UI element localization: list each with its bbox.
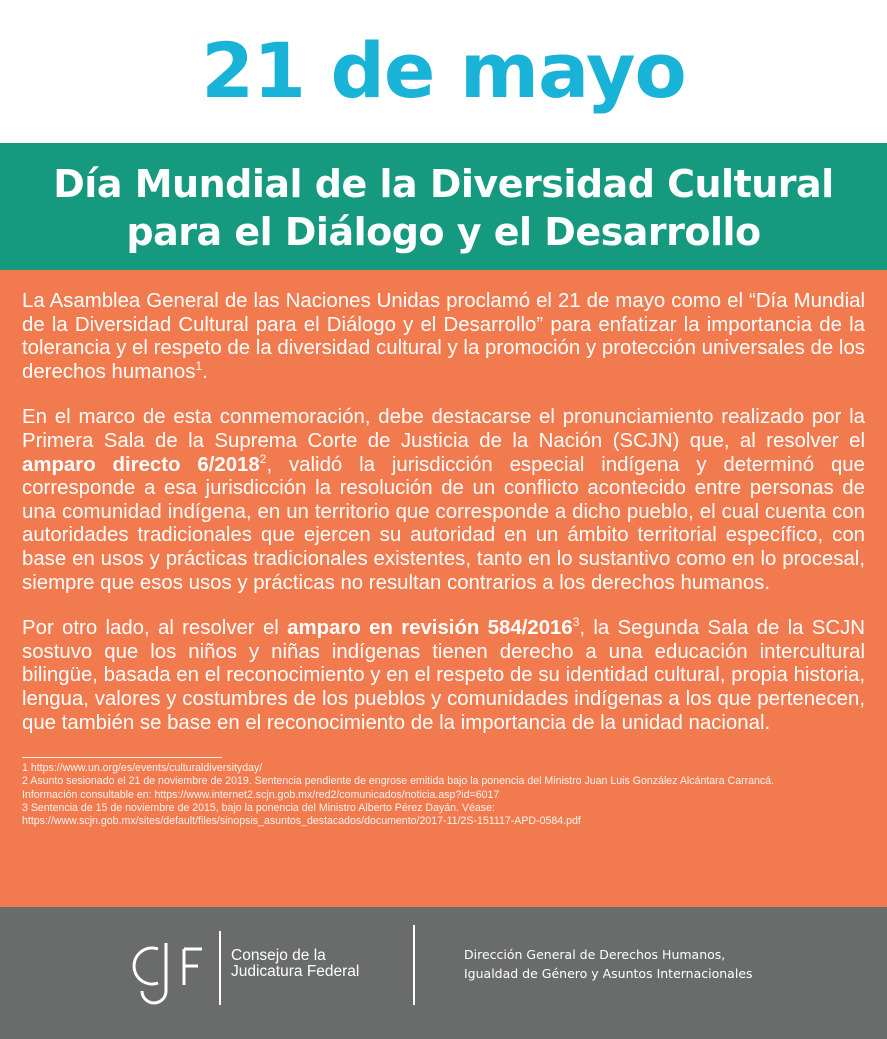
- paragraph-2: [22, 406, 865, 595]
- case-amparo-directo: amparo directo 6/2018: [22, 453, 260, 476]
- office-line-1: Dirección General de Derechos Humanos,: [464, 947, 726, 962]
- paragraph-1-end: .: [202, 360, 208, 383]
- date-header: [0, 0, 887, 143]
- footnote-divider: [22, 757, 222, 758]
- org-line-2: Judicatura Federal: [231, 963, 360, 980]
- paragraph-3-lead: Por otro lado, al resolver el: [22, 617, 288, 640]
- org-line-1: Consejo de la: [231, 947, 326, 964]
- title-line-1: Día Mundial de la Diversidad Cultural: [53, 162, 834, 206]
- body-content: [0, 270, 887, 907]
- footnote-1: 1 https://www.un.org/es/events/culturaldiversityday/: [22, 762, 263, 775]
- paragraph-2-rest: , validó la jurisdicción especial indígena y determinó que corresponde a esa jurisdicción la resolución de un conflicto acontecido entre personas de una comunidad indígena, en un territorio que corresponde a dicho pueblo, el cual cuenta con autoridades tradicionales que ejercen su autoridad en un ámbito territorial específico, con base en usos y prácticas tradicionales existentes, tanto en lo sustantivo como en lo procesal, siempre que esos usos y prácticas no resultan contrarios a los derechos humanos.: [22, 453, 865, 594]
- footnote-2-link: Información consultable en: https://www.internet2.scjn.gob.mx/red2/comunicados/noticia.asp?id=6017: [22, 788, 500, 801]
- footnote-ref-2: 2: [259, 451, 267, 466]
- footnote-ref-1: 1: [195, 358, 203, 373]
- paragraph-3: [22, 617, 865, 735]
- office-name: [464, 945, 753, 983]
- office-line-2: Igualdad de Género y Asuntos Internacionales: [464, 966, 753, 981]
- footnote-3-link: https://www.scjn.gob.mx/sites/default/files/sinopsis_asuntos_destacados/documento/2017-11/2S-151117-APD-0584.pdf: [22, 814, 581, 827]
- title-band: [0, 143, 887, 270]
- paragraph-1: [22, 290, 865, 384]
- page-title: [0, 143, 887, 256]
- date-title: 21 de mayo: [201, 26, 686, 115]
- footnotes: [22, 762, 865, 828]
- footnote-3: 3 Sentencia de 15 de noviembre de 2015, bajo la ponencia del Ministro Alberto Pérez Dayán. Véase:: [22, 801, 495, 814]
- case-amparo-revision: amparo en revisión 584/2016: [287, 617, 573, 640]
- footer-divider-1: [219, 931, 221, 1005]
- footnote-2: 2 Asunto sesionado el 21 de noviembre de 2019. Sentencia pendiente de engrose emitida bajo la ponencia del Ministro Juan Luis González Alcántara Carrancá.: [22, 775, 775, 788]
- cjf-logo: [124, 939, 214, 1009]
- footer-divider-2: [413, 925, 415, 1005]
- organization-name: [231, 948, 359, 980]
- paragraph-1-text: La Asamblea General de las Naciones Unidas proclamó el 21 de mayo como el “Día Mundial de la Diversidad Cultural para el Diálogo y el Desarrollo” para enfatizar la importancia de la tolerancia y el respeto de la diversidad cultural y la promoción y protección universales de los derechos humanos: [22, 290, 865, 383]
- title-line-2: para el Diálogo y el Desarrollo: [126, 210, 761, 254]
- footnote-ref-3: 3: [572, 615, 580, 630]
- paragraph-2-lead: En el marco de esta conmemoración, debe destacarse el pronunciamiento realizado por la Primera Sala de la Suprema Corte de Justicia de la Nación (SCJN) que, al resolver el: [22, 406, 865, 452]
- footer: [0, 907, 887, 1039]
- paragraph-3-rest: , la Segunda Sala de la SCJN sostuvo que los niños y niñas indígenas tienen derecho a una educación intercultural bilingüe, basada en el reconocimiento y en el respeto de su identidad cultural, propia historia, lengua, valores y costumbres de los pueblos y comunidades indígenas a los que pertenecen, que también se base en el reconocimiento de la importancia de la unidad nacional.: [22, 617, 865, 734]
